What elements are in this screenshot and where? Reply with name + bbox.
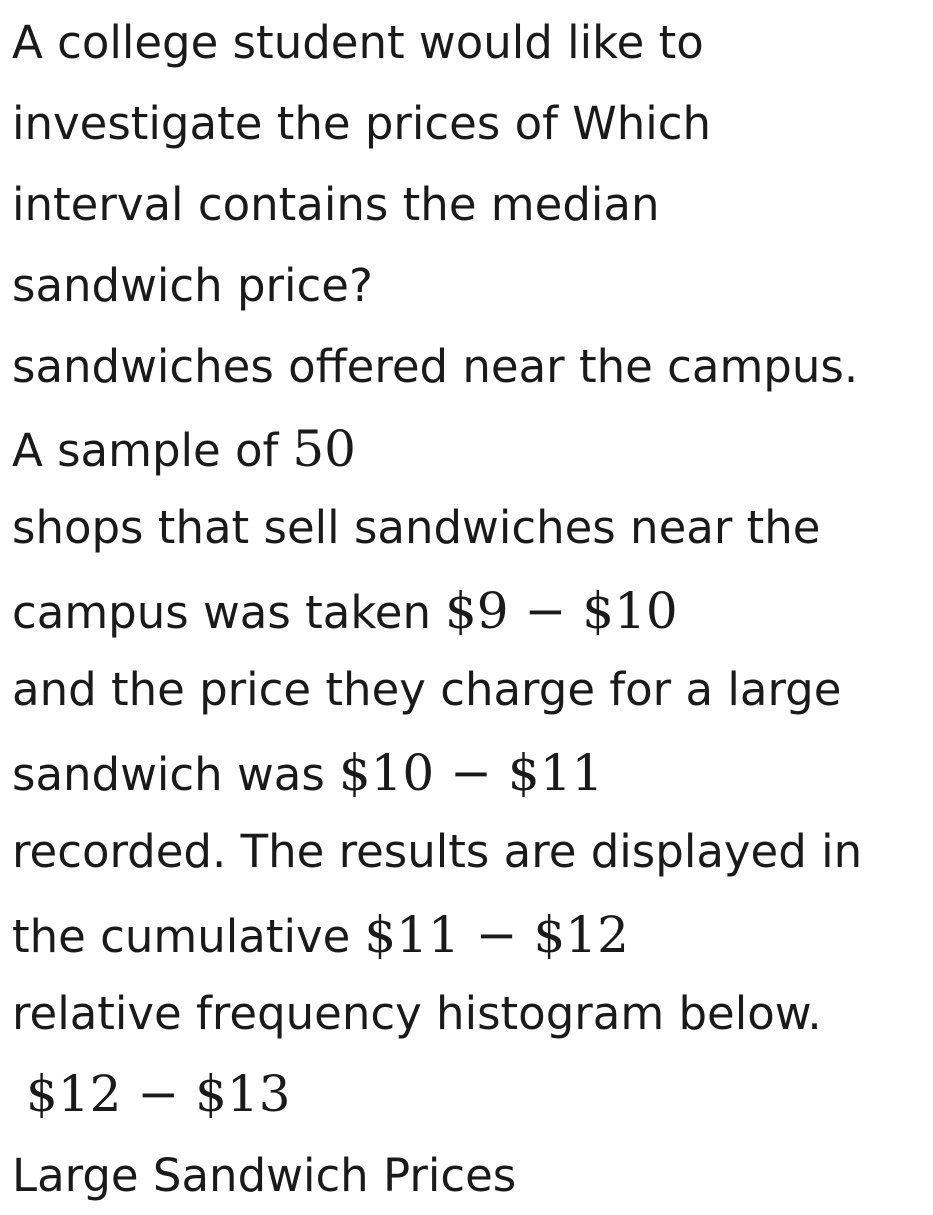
text-line-7-text: shops that sell sandwiches near the bbox=[12, 501, 821, 554]
histogram-title bbox=[12, 1149, 517, 1202]
text-line-2-text: investigate the prices of Which bbox=[12, 97, 712, 150]
text-line-10-text: sandwich was bbox=[12, 748, 325, 801]
text-line-9 bbox=[12, 663, 842, 716]
text-line-8-text: campus was taken bbox=[12, 586, 431, 639]
text-line-3 bbox=[12, 178, 660, 231]
text-line-10 bbox=[12, 744, 604, 802]
text-line-5 bbox=[12, 340, 859, 393]
text-line-4 bbox=[12, 259, 373, 312]
text-line-3-text: interval contains the median bbox=[12, 178, 660, 231]
math-interval-12-13: $12 − $13 bbox=[26, 1065, 291, 1123]
text-line-7 bbox=[12, 501, 821, 554]
text-line-11-text: recorded. The results are displayed in bbox=[12, 825, 863, 878]
text-line-13-text: relative frequency histogram below. bbox=[12, 987, 822, 1040]
text-line-11 bbox=[12, 825, 863, 878]
text-line-8 bbox=[12, 582, 678, 640]
math-interval-9-10: $9 − $10 bbox=[445, 582, 678, 640]
math-interval-10-11: $10 − $11 bbox=[338, 744, 604, 802]
text-line-1-text: A college student would like to bbox=[12, 16, 704, 69]
text-line-6 bbox=[12, 420, 356, 478]
text-line-9-text: and the price they charge for a large bbox=[12, 663, 842, 716]
text-line-2 bbox=[12, 97, 712, 150]
text-line-1 bbox=[12, 16, 704, 69]
text-line-5-text: sandwiches offered near the campus. bbox=[12, 340, 859, 393]
text-line-13 bbox=[12, 987, 822, 1040]
text-line-12-text: the cumulative bbox=[12, 910, 351, 963]
histogram-title-text: Large Sandwich Prices bbox=[12, 1149, 517, 1202]
text-line-12 bbox=[12, 906, 629, 964]
math-interval-11-12: $11 − $12 bbox=[364, 906, 629, 964]
text-line-14 bbox=[12, 1065, 291, 1123]
text-line-6-text: A sample of bbox=[12, 424, 279, 477]
math-sample-size: 50 bbox=[292, 420, 356, 478]
text-line-4-text: sandwich price? bbox=[12, 259, 373, 312]
